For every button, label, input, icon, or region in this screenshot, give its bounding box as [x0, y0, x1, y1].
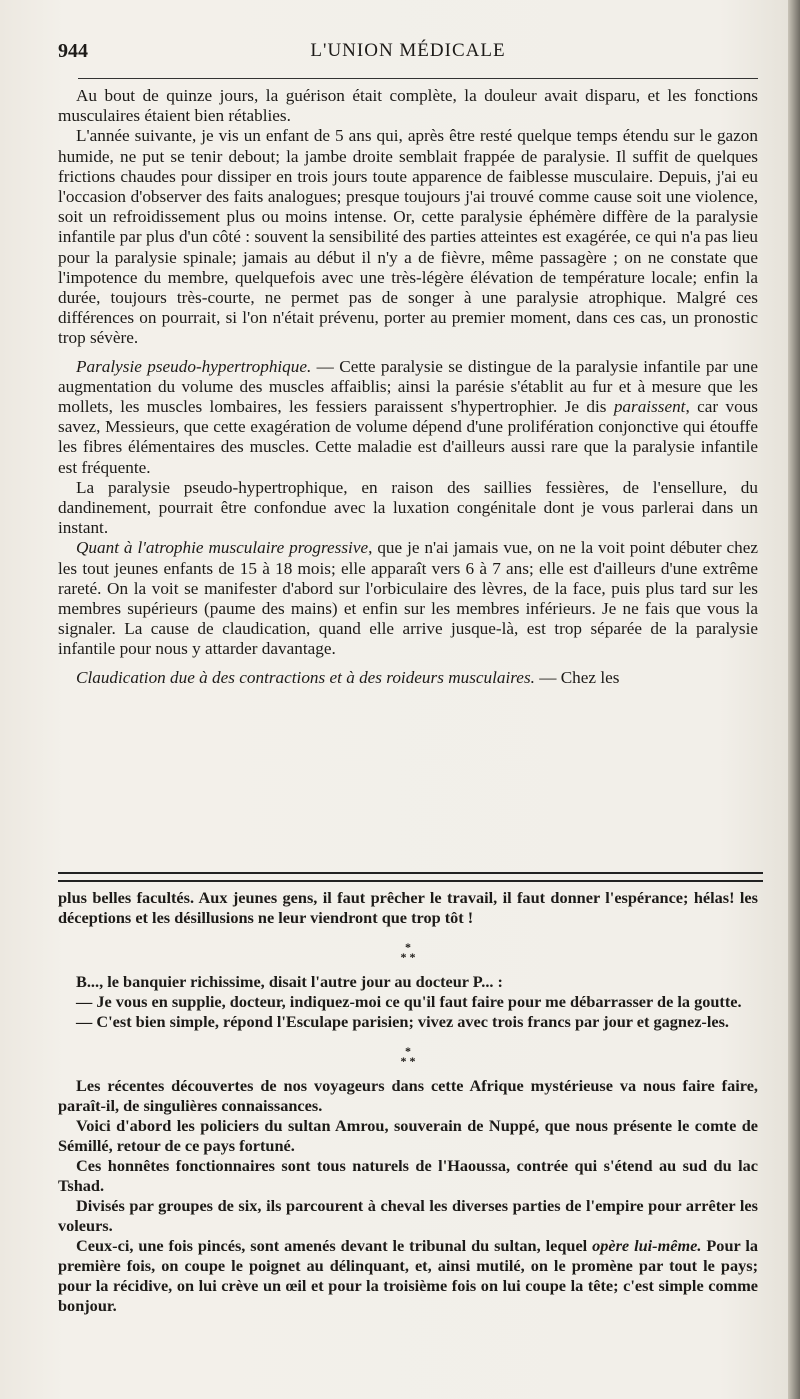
- paragraph-4: La paralysie pseudo-hypertrophique, en raison des saillies fessières, de l'ensellure, du dandinement, pourrait être confondue avec la luxation congénitale dont je vous parlerai dans un instant.: [58, 477, 758, 538]
- paragraph-6: [58, 668, 758, 688]
- feuilleton-paragraph-9: [58, 1236, 758, 1316]
- emphasis-opere-lui-meme: opère lui-même.: [592, 1236, 702, 1255]
- feuilleton-paragraph-2: B..., le banquier richissime, disait l'autre jour au docteur P... :: [76, 972, 503, 991]
- page-header: [58, 40, 758, 70]
- asterism-1: * * *: [400, 940, 416, 964]
- feuilleton-paragraph-4: — C'est bien simple, répond l'Esculape parisien; vivez avec trois francs par jour et gagnez-les.: [76, 1012, 730, 1031]
- paragraph-2: L'année suivante, je vis un enfant de 5 ans qui, après être resté quelque temps étendu sur le gazon humide, ne put se tenir debout; la jambe droite semblait frappée de paralysie. Il suffit de quelques frictions chaudes pour dissiper en trois jours toute apparence de faiblesse musculaire. Depuis, j'ai eu l'occasion d'observer des faits analogues; presque toujours j'ai trouvé comme cause soit une violence, soit un refroidissement plus ou moins intense. Or, cette paralysie éphémère diffère de la paralysie infantile par plus d'un côté : souvent la sensibilité des parties atteintes est exagérée, ce qui n'a pas lieu pour la paralysie spinale; jamais au début il n'y a de fièvre, même passagère ; on ne constate que l'impotence du membre, quelquefois avec une très-légère élévation de température locale; enfin la durée, toujours très-courte, ne permet pas de songer à une paralysie atrophique. Malgré ces différences on pourrait, si l'on n'était prévenu, porter au premier moment, dans ces cas, un pronostic trop sévère.: [58, 126, 758, 348]
- feuilleton-section: [58, 888, 758, 1316]
- section-title-claudication: Claudication due à des contractions et à des roideurs musculaires.: [76, 667, 535, 687]
- paragraph-3-text-b: , car vous savez, Messieurs, que cette exagération de volume dépend d'une prolifération conjonctive qui étouffe les fibres élémentaires des muscles. Cette maladie est d'ailleurs aussi rare que la paralysie infantile est fréquente.: [58, 397, 758, 477]
- feuilleton-paragraph-5: Les récentes découvertes de nos voyageurs dans cette Afrique mystérieuse va nous faire faire, paraît-il, de singulières connaissances.: [58, 1076, 758, 1115]
- feuilleton-separator: [58, 872, 763, 882]
- feuilleton-paragraph-8: Divisés par groupes de six, ils parcourent à cheval les diverses parties de l'empire pour arrêter les voleurs.: [58, 1196, 758, 1235]
- paragraph-6-text: — Chez les: [534, 667, 620, 687]
- running-title: L'UNION MÉDICALE: [310, 40, 506, 61]
- feuilleton-paragraph-9-text-a: Ceux-ci, une fois pincés, sont amenés devant le tribunal du sultan, lequel: [76, 1236, 593, 1255]
- section-title-atrophie: Quant à l'atrophie musculaire progressive: [76, 538, 369, 558]
- main-article: [58, 86, 758, 688]
- page-number: 944: [58, 40, 88, 62]
- paragraph-5-text: , que je n'ai jamais vue, on ne la voit point débuter chez les tout jeunes enfants de 15 à 18 mois; elle apparaît vers 6 à 7 ans; elle est d'ailleurs d'une extrême rareté. On la voit se manifester d'abord sur l'orbiculaire des lèvres, de la face, puis plus tard sur les membres supérieurs (paume des mains) et enfin sur les membres inférieurs. Je ne fais que vous la signaler. La cause de claudication, quand elle arrive jusque-là, est trop séparée de la paralysie infantile pour nous y attarder davantage.: [58, 538, 758, 659]
- feuilleton-paragraph-9-text-b: Pour la première fois, on coupe le poignet au délinquant, et, ainsi mutilé, on le promène par tout le pays; pour la récidive, on lui crève un œil et pour la troisième fois on lui coupe la tête; c'est simple comme bonjour.: [58, 1236, 758, 1315]
- feuilleton-paragraph-7: Ces honnêtes fonctionnaires sont tous naturels de l'Haoussa, contrée qui s'étend au sud du lac Tshad.: [58, 1156, 758, 1195]
- paragraph-5: [58, 538, 758, 659]
- header-rule: [78, 78, 758, 79]
- page-edge-shadow: [788, 0, 800, 1399]
- asterism-2: * * *: [400, 1044, 416, 1068]
- section-title-pseudo-hypertrophique: Paralysie pseudo-hypertrophique.: [76, 356, 312, 376]
- feuilleton-paragraph-1: plus belles facultés. Aux jeunes gens, il faut prêcher le travail, il faut donner l'espérance; hélas! les déceptions et les désillusions ne leur viendront que trop tôt !: [58, 888, 758, 927]
- emphasis-paraissent: paraissent: [613, 397, 686, 417]
- paragraph-3-text-a: — Cette paralysie se distingue de la paralysie infantile par une augmentation du volume des muscles affaiblis; ainsi la parésie s'établit au fur et à mesure que les mollets, les muscles lombaires, les fessiers paraissent s'hypertrophier. Je dis: [58, 356, 758, 417]
- paragraph-3: [58, 357, 758, 478]
- paragraph-1: Au bout de quinze jours, la guérison était complète, la douleur avait disparu, et les fonctions musculaires étaient bien rétablies.: [58, 86, 758, 126]
- feuilleton-paragraph-6: Voici d'abord les policiers du sultan Amrou, souverain de Nuppé, que nous présente le comte de Sémillé, retour de ce pays fortuné.: [58, 1116, 758, 1155]
- feuilleton-paragraph-3: — Je vous en supplie, docteur, indiquez-moi ce qu'il faut faire pour me débarrasser de la goutte.: [76, 992, 742, 1011]
